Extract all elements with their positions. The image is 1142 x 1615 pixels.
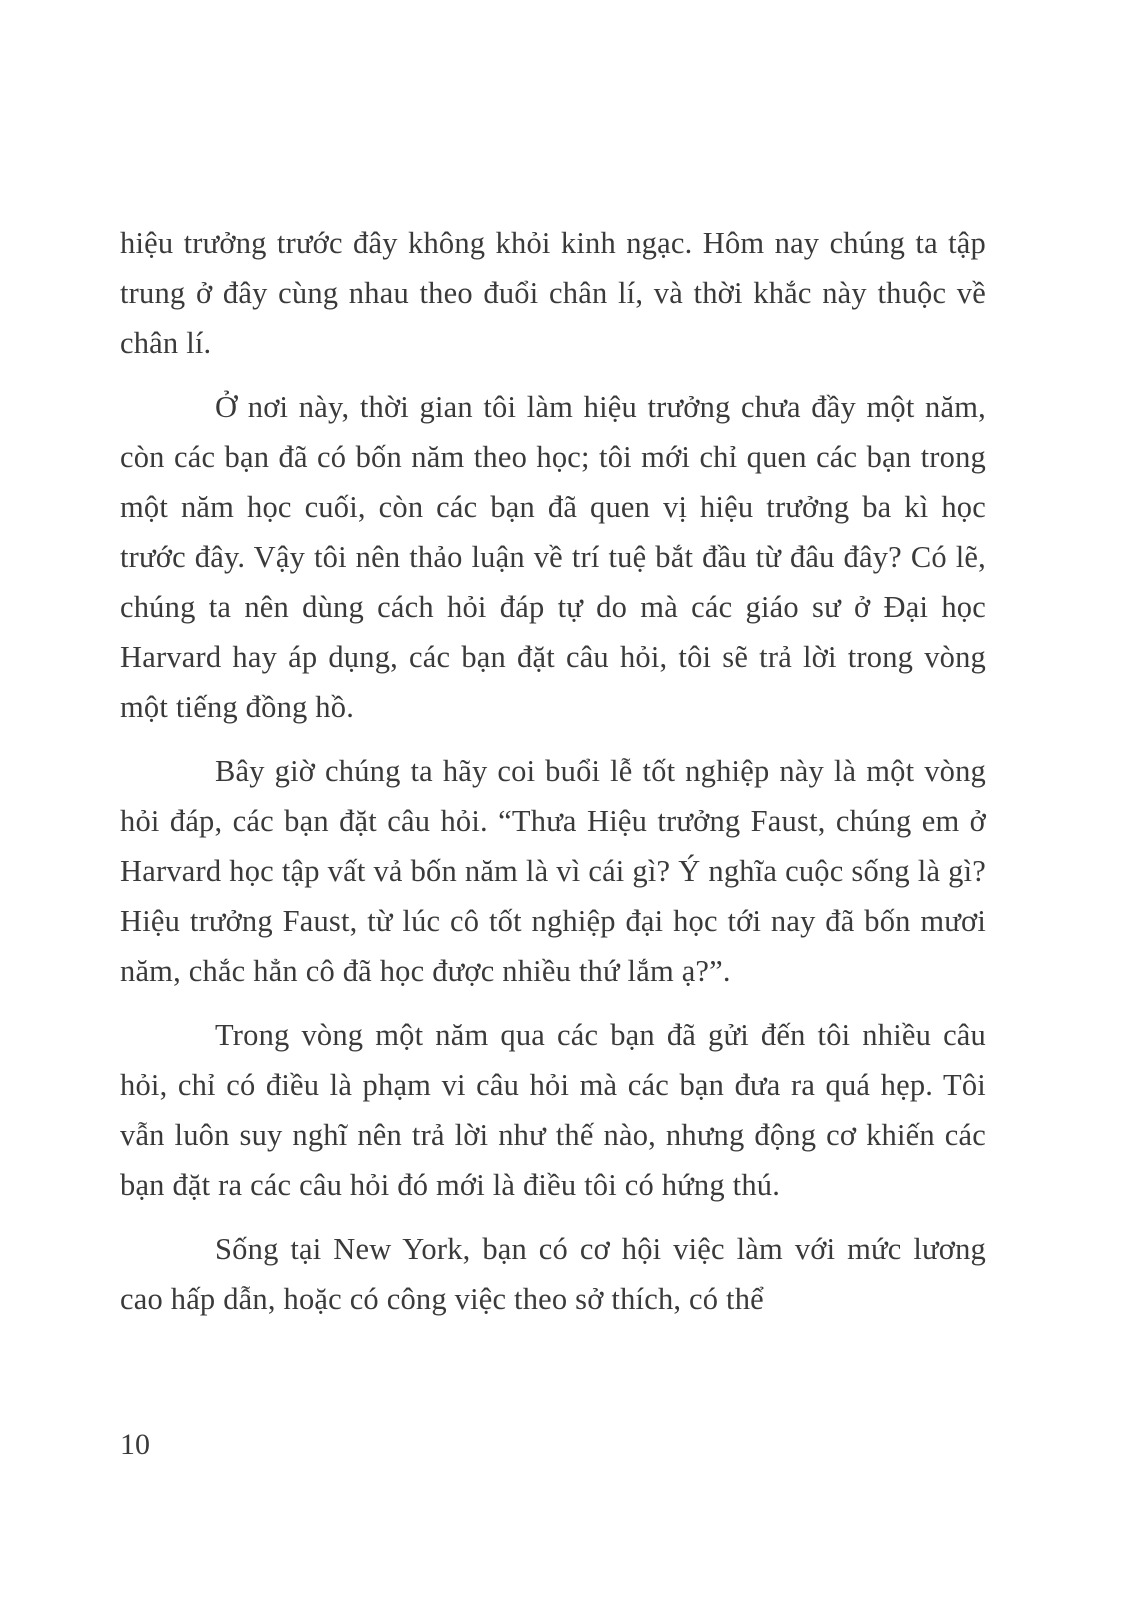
paragraph: Ở nơi này, thời gian tôi làm hiệu trưởng chưa đầy một năm, còn các bạn đã có bốn năm theo học; tôi mới chỉ quen các bạn trong một năm học cuối, còn các bạn đã quen vị hiệu trưởng ba kì học trước đây. Vậy tôi nên thảo luận về trí tuệ bắt đầu từ đâu đây? Có lẽ, chúng ta nên dùng cách hỏi đáp tự do mà các giáo sư ở Đại học Harvard hay áp dụng, các bạn đặt câu hỏi, tôi sẽ trả lời trong vòng một tiếng đồng hồ. bbox=[120, 390, 986, 724]
paragraph: Bây giờ chúng ta hãy coi buổi lễ tốt nghiệp này là một vòng hỏi đáp, các bạn đặt câu hỏi. “Thưa Hiệu trưởng Faust, chúng em ở Harvard học tập vất vả bốn năm là vì cái gì? Ý nghĩa cuộc sống là gì? Hiệu trưởng Faust, từ lúc cô tốt nghiệp đại học tới nay đã bốn mươi năm, chắc hẳn cô đã học được nhiều thứ lắm ạ?”. bbox=[120, 754, 986, 988]
page-number: 10 bbox=[120, 1428, 150, 1461]
paragraph-continuation: hiệu trưởng trước đây không khỏi kinh ngạc. Hôm nay chúng ta tập trung ở đây cùng nhau theo đuổi chân lí, và thời khắc này thuộc về chân lí. bbox=[120, 226, 986, 360]
paragraph: Sống tại New York, bạn có cơ hội việc làm với mức lương cao hấp dẫn, hoặc có công việc theo sở thích, có thể bbox=[120, 1232, 986, 1316]
text-block bbox=[120, 218, 986, 1324]
paragraph: Trong vòng một năm qua các bạn đã gửi đến tôi nhiều câu hỏi, chỉ có điều là phạm vi câu hỏi mà các bạn đưa ra quá hẹp. Tôi vẫn luôn suy nghĩ nên trả lời như thế nào, nhưng động cơ khiến các bạn đặt ra các câu hỏi đó mới là điều tôi có hứng thú. bbox=[120, 1018, 986, 1202]
